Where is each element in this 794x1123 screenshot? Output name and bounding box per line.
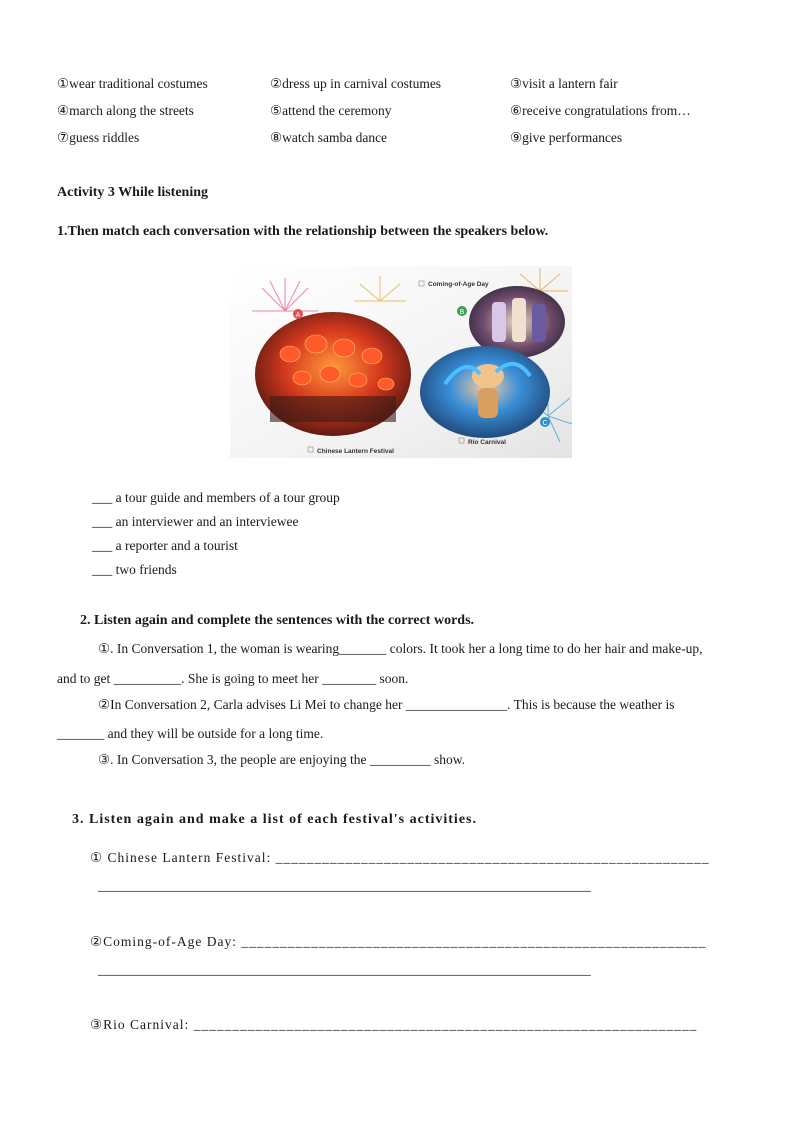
q3-lantern-continuation: _________________________________________________________________________ (98, 878, 591, 893)
phrase-6: ⑥receive congratulations from… (510, 103, 691, 118)
phrase-4: ④march along the streets (57, 103, 194, 118)
relationship-item-4: ___ two friends (92, 562, 177, 577)
phrase-7: ⑦guess riddles (57, 130, 140, 145)
label-coming-of-age: Coming-of-Age Day (428, 281, 489, 288)
label-lantern: Chinese Lantern Festival (317, 448, 394, 455)
q2-sentence-2-line-2: _______ and they will be outside for a long time. (57, 726, 324, 741)
q3-rio-line: ③Rio Carnival: _________________________________________________________________ (90, 1017, 698, 1032)
q2-sentence-1-line-1: ①. In Conversation 1, the woman is wearing_______ colors. It took her a long time to do her hair and make-up, (98, 641, 703, 656)
phrase-1: ①wear traditional costumes (57, 76, 208, 91)
question-1-heading: 1.Then match each conversation with the relationship between the speakers below. (57, 224, 549, 239)
relationship-item-1: ___ a tour guide and members of a tour group (92, 490, 340, 505)
q3-coming-of-age-line: ②Coming-of-Age Day: ____________________________________________________________ (90, 934, 707, 949)
question-2-heading: 2. Listen again and complete the sentences with the correct words. (80, 613, 475, 628)
marker-c-label: C (542, 420, 548, 427)
relationship-item-3: ___ a reporter and a tourist (92, 538, 238, 553)
label-rio: Rio Carnival (468, 439, 506, 446)
festival-collage-image (230, 266, 572, 458)
phrase-2: ②dress up in carnival costumes (270, 76, 442, 91)
q2-sentence-2-line-1: ②In Conversation 2, Carla advises Li Mei to change her _______________. This is because the weather is (98, 697, 675, 712)
q3-lantern-line: ① Chinese Lantern Festival: ________________________________________________________ (90, 850, 710, 865)
phrase-9: ⑨give performances (510, 130, 623, 145)
marker-b-label: B (459, 309, 465, 316)
activity-heading: Activity 3 While listening (57, 185, 209, 200)
q2-sentence-1-line-2: and to get __________. She is going to meet her ________ soon. (57, 671, 409, 686)
q2-sentence-3: ③. In Conversation 3, the people are enjoying the _________ show. (98, 752, 466, 767)
phrase-3: ③visit a lantern fair (510, 76, 618, 91)
relationship-item-2: ___ an interviewer and an interviewee (92, 514, 299, 529)
q3-coming-of-age-continuation: _________________________________________________________________________ (98, 962, 591, 977)
marker-a-label: A (295, 312, 301, 319)
question-3-heading: 3. Listen again and make a list of each festival's activities. (72, 812, 477, 827)
phrase-8: ⑧watch samba dance (270, 130, 388, 145)
phrase-5: ⑤attend the ceremony (270, 103, 392, 118)
